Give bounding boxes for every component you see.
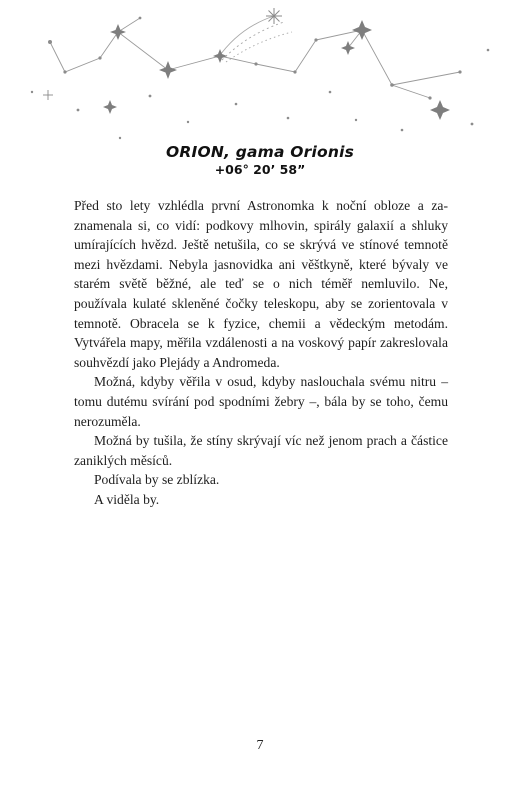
chapter-title: ORION, gama Orionis bbox=[165, 143, 355, 161]
star bbox=[390, 83, 394, 87]
star bbox=[48, 40, 52, 44]
star bbox=[187, 121, 189, 123]
page-number: 7 bbox=[256, 738, 264, 753]
bright-star bbox=[103, 100, 117, 114]
star bbox=[355, 119, 357, 121]
bright-stars bbox=[103, 20, 450, 120]
star bbox=[235, 103, 238, 106]
paragraph: Před sto lety vzhlédla první Astronomka k noční obloze a zaznamenala si, co vidí: podkovy mlhovin, spirály galaxií a shluky umírajících hvězd. Ještě netušila, co se skrývá ve stínové temnotě mezi hvězdami. Nebyla jasnovidka ani věštkyně, které bývaly ve starém světě běžné, ale teď se o nich téměř nemluvilo. Ne, používala kulaté skleněné čočky teleskopu, aby se zorientovala v temnotě. Obracela se k fyzice, chemii a vědeckým metodám. Vytvářela mapy, měřila vzdálenosti a na voskový papír zakreslovala souhvězdí jako Plejády a Andromeda. bbox=[74, 198, 448, 370]
star bbox=[139, 17, 142, 20]
chapter-coordinates: +06° 20’ 58” bbox=[214, 162, 306, 177]
star bbox=[63, 70, 66, 73]
body-text bbox=[74, 196, 448, 510]
asterisk-star bbox=[266, 8, 282, 24]
paragraph: A viděla by. bbox=[94, 491, 160, 507]
constellation-lines bbox=[50, 18, 460, 98]
star bbox=[119, 137, 121, 139]
star bbox=[98, 56, 101, 59]
paragraph: Možná, kdyby věřila v osud, kdyby naslouchala svému nitru – tomu dutému svírání pod spodními žebry –, bála by se toho, čemu nerozuměla. bbox=[74, 374, 448, 429]
star bbox=[254, 62, 257, 65]
star bbox=[149, 95, 152, 98]
star bbox=[471, 123, 474, 126]
star bbox=[428, 96, 431, 99]
star bbox=[31, 91, 33, 93]
bright-star bbox=[341, 41, 355, 55]
bright-star bbox=[110, 24, 126, 40]
chapter-heading bbox=[0, 143, 520, 177]
star bbox=[293, 70, 296, 73]
star bbox=[487, 49, 490, 52]
star bbox=[329, 91, 332, 94]
bright-star bbox=[352, 20, 372, 40]
asterisk-star-small bbox=[43, 90, 53, 100]
stars bbox=[31, 17, 490, 140]
star bbox=[458, 70, 461, 73]
bright-star bbox=[213, 49, 227, 63]
bright-star bbox=[430, 100, 450, 120]
star bbox=[287, 117, 290, 120]
bright-star bbox=[159, 61, 177, 79]
star bbox=[77, 109, 80, 112]
shooting-star-trail bbox=[218, 16, 292, 62]
star bbox=[314, 38, 317, 41]
paragraph: Podívala by se zblízka. bbox=[94, 472, 220, 488]
constellation-illustration bbox=[0, 0, 520, 145]
paragraph: Možná by tušila, že stíny skrývají víc než jenom prach a částice zaniklých měsíců. bbox=[74, 433, 448, 468]
star bbox=[401, 129, 404, 132]
